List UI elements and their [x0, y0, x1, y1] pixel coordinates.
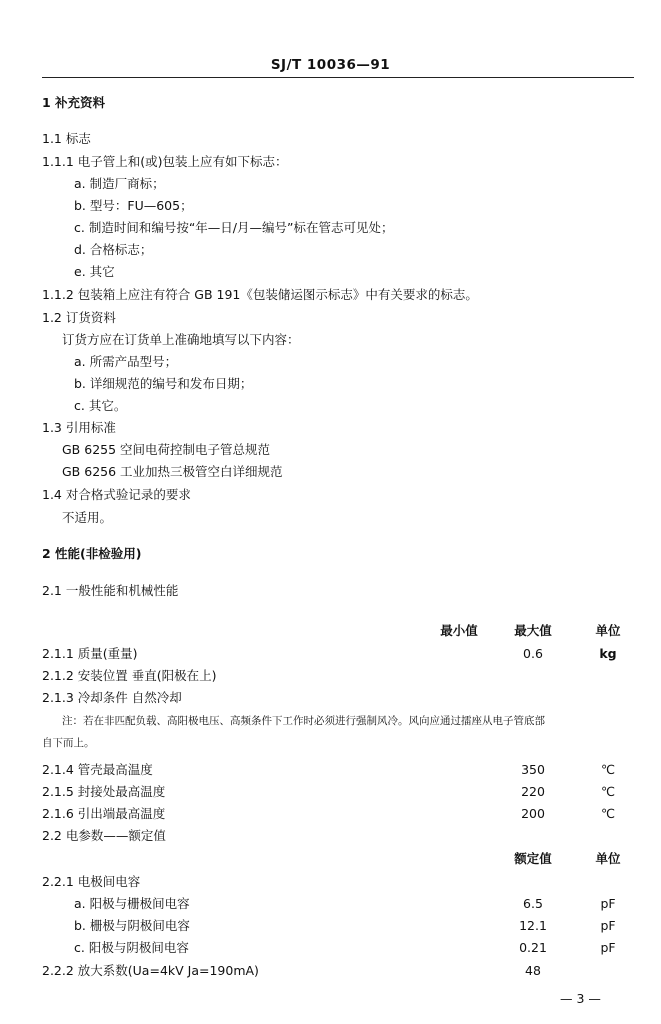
section-2-heading: 2 性能(非检验用) — [42, 546, 142, 561]
section-1-1-heading: 1.1 标志 — [42, 131, 91, 146]
section-1-4-heading: 1.4 对合格式验记录的要求 — [42, 487, 191, 502]
clause-2-1-4: 2.1.4 管壳最高温度 — [42, 762, 153, 777]
list-item-2-2-1-c: c. 阳极与阴极间电容 — [74, 940, 189, 955]
reference-standard-1: GB 6255 空间电荷控制电子管总规范 — [62, 442, 271, 457]
value-2-2-1-a: 6.5 — [523, 896, 543, 911]
clause-2-1-6: 2.1.6 引出端最高温度 — [42, 806, 166, 821]
unit-2-2-1-b: pF — [600, 918, 616, 933]
column-header-unit-2: 单位 — [595, 851, 621, 866]
value-2-1-6-max: 200 — [521, 806, 545, 821]
clause-2-1-1: 2.1.1 质量(重量) — [42, 646, 138, 661]
list-item-2-2-1-b: b. 栅极与阴极间电容 — [74, 918, 190, 933]
section-1-2-heading: 1.2 订货资料 — [42, 310, 116, 325]
value-2-2-2: 48 — [525, 963, 541, 978]
value-2-1-1-max: 0.6 — [523, 646, 543, 661]
unit-2-1-1: kg — [599, 646, 617, 661]
list-item-1-2-b: b. 详细规范的编号和发布日期； — [74, 376, 253, 391]
ordering-intro: 订货方应在订货单上准确地填写以下内容： — [62, 332, 300, 347]
reference-standard-2: GB 6256 工业加热三极管空白详细规范 — [62, 464, 283, 479]
page-number: — 3 — — [560, 991, 601, 1006]
value-2-2-1-c: 0.21 — [519, 940, 547, 955]
section-1-4-body: 不适用。 — [62, 510, 113, 525]
unit-2-1-4: ℃ — [600, 762, 616, 777]
column-header-rated: 额定值 — [514, 851, 552, 866]
section-2-1-heading: 2.1 一般性能和机械性能 — [42, 583, 179, 598]
unit-2-1-6: ℃ — [600, 806, 616, 821]
list-item-2-2-1-a: a. 阳极与栅极间电容 — [74, 896, 190, 911]
column-header-min: 最小值 — [440, 623, 478, 638]
clause-1-1-2: 1.1.2 包装箱上应注有符合 GB 191《包装储运图示标志》中有关要求的标志。 — [42, 287, 478, 302]
clause-2-1-3: 2.1.3 冷却条件 自然冷却 — [42, 690, 182, 705]
document-code-header: SJ/T 10036—91 — [270, 57, 391, 73]
list-item-1-2-c: c. 其它。 — [74, 398, 127, 413]
list-item-1-1-1-d: d. 合格标志； — [74, 242, 153, 257]
clause-2-2-2: 2.2.2 放大系数(Ua=4kV Ja=190mA) — [42, 963, 259, 978]
list-item-1-2-a: a. 所需产品型号； — [74, 354, 178, 369]
section-1-3-heading: 1.3 引用标准 — [42, 420, 116, 435]
unit-2-2-1-c: pF — [600, 940, 616, 955]
clause-2-1-2: 2.1.2 安装位置 垂直(阳极在上) — [42, 668, 217, 683]
unit-2-1-5: ℃ — [600, 784, 616, 799]
list-item-1-1-1-e: e. 其它 — [74, 264, 115, 279]
note-line-2: 自下而上。 — [42, 737, 95, 749]
value-2-1-4-max: 350 — [521, 762, 545, 777]
column-header-unit: 单位 — [595, 623, 621, 638]
clause-1-1-1: 1.1.1 电子管上和(或)包装上应有如下标志： — [42, 154, 288, 169]
list-item-1-1-1-a: a. 制造厂商标； — [74, 176, 165, 191]
value-2-1-5-max: 220 — [521, 784, 545, 799]
note-line-1: 注：若在非匹配负载、高阳极电压、高频条件下工作时必须进行强制风冷。风向应通过擂座从电子管底部 — [62, 715, 545, 727]
list-item-1-1-1-b: b. 型号：FU—605； — [74, 198, 193, 213]
header-rule — [42, 77, 634, 78]
value-2-2-1-b: 12.1 — [519, 918, 547, 933]
column-header-max: 最大值 — [514, 623, 552, 638]
section-2-2-heading: 2.2 电参数——额定值 — [42, 828, 166, 843]
clause-2-1-5: 2.1.5 封接处最高温度 — [42, 784, 166, 799]
clause-2-2-1: 2.2.1 电极间电容 — [42, 874, 141, 889]
section-1-heading: 1 补充资料 — [42, 95, 106, 110]
list-item-1-1-1-c: c. 制造时间和编号按“年—日/月—编号”标在管志可见处； — [74, 220, 394, 235]
unit-2-2-1-a: pF — [600, 896, 616, 911]
